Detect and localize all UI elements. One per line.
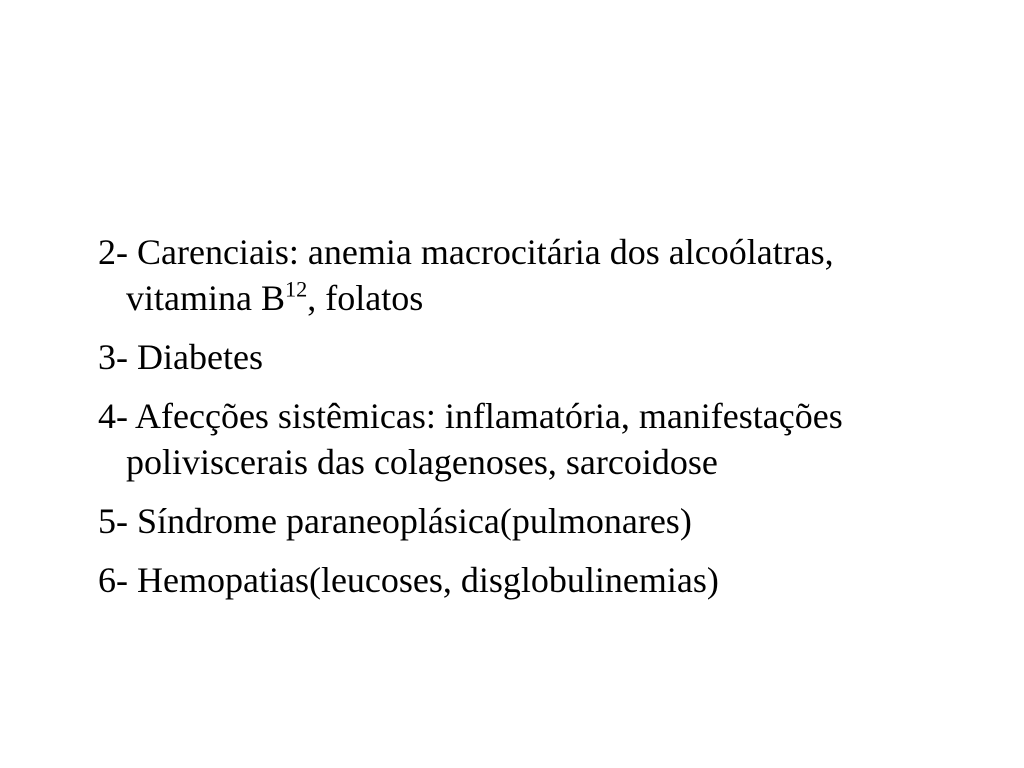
list-item <box>98 498 958 544</box>
item-number: 3- <box>98 337 128 377</box>
item-number: 4- <box>98 396 128 436</box>
item-text: Afecções sistêmicas: inflamatória, manifestações poliviscerais das colagenoses, sarcoidose <box>126 396 843 482</box>
list-item <box>98 334 958 380</box>
list-item <box>98 557 958 603</box>
item-text: Carenciais: anemia macrocitária dos alcoólatras, vitamina B <box>126 232 834 318</box>
item-number: 2- <box>98 232 128 272</box>
item-text: Síndrome paraneoplásica(pulmonares) <box>137 501 692 541</box>
item-text-continued: , folatos <box>307 278 424 318</box>
list-item <box>98 229 958 321</box>
item-text: Hemopatias(leucoses, disglobulinemias) <box>137 560 719 600</box>
vitamin-superscript: 12 <box>284 276 308 302</box>
content-list <box>98 229 958 616</box>
list-item <box>98 393 958 485</box>
item-number: 6- <box>98 560 128 600</box>
item-text: Diabetes <box>137 337 263 377</box>
item-number: 5- <box>98 501 128 541</box>
